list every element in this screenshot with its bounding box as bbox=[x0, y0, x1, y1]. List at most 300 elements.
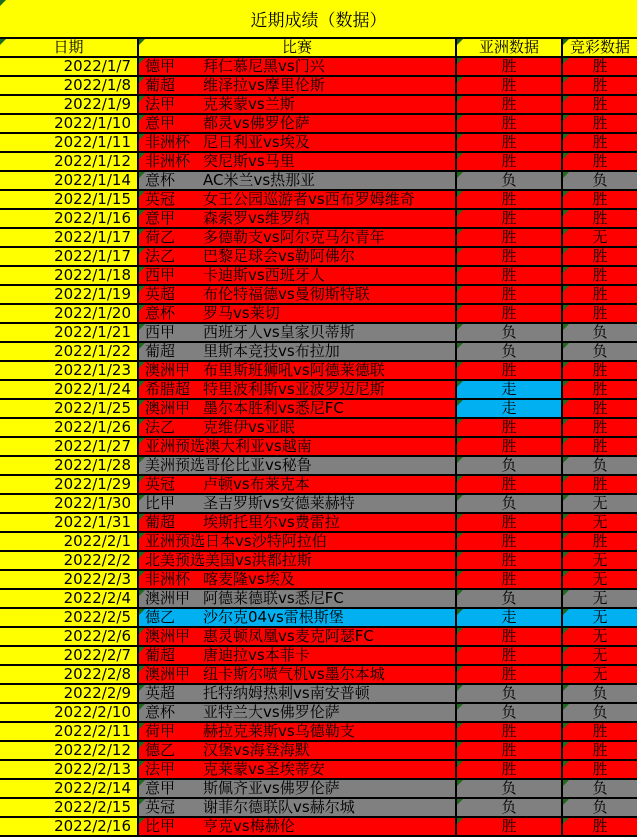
date-value: 2022/1/31 bbox=[54, 514, 131, 531]
asian-data-cell[interactable] bbox=[457, 248, 563, 267]
match-cell[interactable] bbox=[139, 134, 457, 153]
asian-data-cell[interactable] bbox=[457, 552, 563, 571]
jingcai-data-cell[interactable] bbox=[563, 210, 637, 229]
asian-data-cell[interactable] bbox=[457, 799, 563, 818]
cell-corner-triangle-icon bbox=[139, 115, 145, 121]
jingcai-data-cell[interactable] bbox=[563, 58, 637, 77]
cell-corner-triangle-icon bbox=[0, 39, 6, 45]
asian-data-cell[interactable] bbox=[457, 723, 563, 742]
jingcai-result-value: 胜 bbox=[592, 381, 608, 398]
cell-corner-triangle-icon bbox=[0, 0, 6, 6]
match-teams-label: 维泽拉vs摩里伦斯 bbox=[203, 77, 325, 94]
date-cell[interactable] bbox=[0, 324, 139, 343]
table-row bbox=[0, 666, 637, 685]
cell-corner-triangle-icon bbox=[139, 495, 145, 501]
cell-corner-triangle-icon bbox=[457, 685, 463, 691]
asian-data-cell[interactable] bbox=[457, 96, 563, 115]
cell-corner-triangle-icon bbox=[139, 723, 145, 729]
match-cell[interactable] bbox=[139, 419, 457, 438]
header-jingcai-data[interactable] bbox=[563, 39, 637, 58]
date-cell[interactable] bbox=[0, 58, 139, 77]
match-cell[interactable] bbox=[139, 742, 457, 761]
asian-data-cell[interactable] bbox=[457, 438, 563, 457]
asian-result-value: 胜 bbox=[501, 58, 517, 75]
asian-data-cell[interactable] bbox=[457, 134, 563, 153]
date-value: 2022/1/18 bbox=[54, 267, 131, 284]
cell-corner-triangle-icon bbox=[457, 609, 463, 615]
cell-corner-triangle-icon bbox=[457, 780, 463, 786]
header-date[interactable] bbox=[0, 39, 139, 58]
cell-corner-triangle-icon bbox=[563, 248, 569, 254]
date-cell[interactable] bbox=[0, 400, 139, 419]
table-row bbox=[0, 571, 637, 590]
match-cell[interactable] bbox=[139, 780, 457, 799]
date-cell[interactable] bbox=[0, 571, 139, 590]
match-cell[interactable] bbox=[139, 533, 457, 552]
match-teams-label: 惠灵顿凤凰vs麦克阿瑟FC bbox=[203, 628, 374, 645]
match-cell[interactable] bbox=[139, 58, 457, 77]
match-cell[interactable] bbox=[139, 210, 457, 229]
league-label: 意杯 bbox=[145, 172, 176, 189]
cell-corner-triangle-icon bbox=[563, 647, 569, 653]
match-cell[interactable] bbox=[139, 704, 457, 723]
match-teams-label: AC米兰vs热那亚 bbox=[203, 172, 316, 189]
date-value: 2022/1/24 bbox=[54, 381, 131, 398]
jingcai-data-cell[interactable] bbox=[563, 742, 637, 761]
league-label: 意杯 bbox=[145, 704, 176, 721]
table-row bbox=[0, 742, 637, 761]
date-value: 2022/1/23 bbox=[54, 362, 131, 379]
cell-corner-triangle-icon bbox=[139, 647, 145, 653]
match-teams-label: 托特纳姆热刺vs南安普顿 bbox=[203, 685, 370, 702]
jingcai-data-cell[interactable] bbox=[563, 115, 637, 134]
date-cell[interactable] bbox=[0, 704, 139, 723]
jingcai-data-cell[interactable] bbox=[563, 571, 637, 590]
jingcai-data-cell[interactable] bbox=[563, 286, 637, 305]
match-cell[interactable] bbox=[139, 818, 457, 837]
date-value: 2022/1/19 bbox=[54, 286, 131, 303]
jingcai-result-value: 胜 bbox=[592, 362, 608, 379]
date-value: 2022/2/12 bbox=[54, 742, 131, 759]
asian-data-cell[interactable] bbox=[457, 495, 563, 514]
cell-corner-triangle-icon bbox=[563, 457, 569, 463]
asian-data-cell[interactable] bbox=[457, 267, 563, 286]
asian-data-cell[interactable] bbox=[457, 685, 563, 704]
jingcai-data-cell[interactable] bbox=[563, 229, 637, 248]
jingcai-data-cell[interactable] bbox=[563, 267, 637, 286]
asian-result-value: 胜 bbox=[501, 419, 517, 436]
match-cell[interactable] bbox=[139, 77, 457, 96]
table-body bbox=[0, 58, 637, 837]
asian-data-cell[interactable] bbox=[457, 647, 563, 666]
asian-data-cell[interactable] bbox=[457, 419, 563, 438]
league-label: 意杯 bbox=[145, 305, 176, 322]
match-teams-label: 唐迪拉vs本菲卡 bbox=[203, 647, 310, 664]
asian-data-cell[interactable] bbox=[457, 324, 563, 343]
jingcai-result-value: 胜 bbox=[592, 400, 608, 417]
jingcai-data-cell[interactable] bbox=[563, 457, 637, 476]
date-cell[interactable] bbox=[0, 248, 139, 267]
table-row bbox=[0, 457, 637, 476]
league-label: 法乙 bbox=[145, 419, 176, 436]
asian-data-cell[interactable] bbox=[457, 590, 563, 609]
date-cell[interactable] bbox=[0, 818, 139, 837]
jingcai-data-cell[interactable] bbox=[563, 248, 637, 267]
cell-corner-triangle-icon bbox=[563, 609, 569, 615]
jingcai-result-value: 无 bbox=[592, 229, 608, 246]
jingcai-result-value: 负 bbox=[592, 780, 608, 797]
cell-corner-triangle-icon bbox=[139, 362, 145, 368]
match-cell[interactable] bbox=[139, 799, 457, 818]
jingcai-result-value: 胜 bbox=[592, 476, 608, 493]
date-cell[interactable] bbox=[0, 666, 139, 685]
league-label: 德乙 bbox=[145, 609, 176, 626]
match-cell[interactable] bbox=[139, 153, 457, 172]
match-cell[interactable] bbox=[139, 191, 457, 210]
asian-data-cell[interactable] bbox=[457, 305, 563, 324]
date-cell[interactable] bbox=[0, 96, 139, 115]
jingcai-data-cell[interactable] bbox=[563, 77, 637, 96]
date-value: 2022/2/6 bbox=[63, 628, 131, 645]
date-cell[interactable] bbox=[0, 267, 139, 286]
table-row bbox=[0, 248, 637, 267]
jingcai-result-value: 胜 bbox=[592, 191, 608, 208]
league-label: 比甲 bbox=[145, 495, 176, 512]
asian-data-cell[interactable] bbox=[457, 77, 563, 96]
date-cell[interactable] bbox=[0, 761, 139, 780]
table-row bbox=[0, 590, 637, 609]
date-cell[interactable] bbox=[0, 438, 139, 457]
table-row bbox=[0, 609, 637, 628]
jingcai-data-cell[interactable] bbox=[563, 153, 637, 172]
date-value: 2022/1/16 bbox=[54, 210, 131, 227]
asian-data-cell[interactable] bbox=[457, 742, 563, 761]
match-cell[interactable] bbox=[139, 381, 457, 400]
jingcai-data-cell[interactable] bbox=[563, 799, 637, 818]
jingcai-data-cell[interactable] bbox=[563, 476, 637, 495]
jingcai-result-value: 无 bbox=[592, 514, 608, 531]
date-cell[interactable] bbox=[0, 210, 139, 229]
cell-corner-triangle-icon bbox=[563, 704, 569, 710]
jingcai-data-cell[interactable] bbox=[563, 438, 637, 457]
jingcai-data-cell[interactable] bbox=[563, 96, 637, 115]
match-cell[interactable] bbox=[139, 438, 457, 457]
cell-corner-triangle-icon bbox=[563, 229, 569, 235]
jingcai-result-value: 胜 bbox=[592, 77, 608, 94]
match-cell[interactable] bbox=[139, 552, 457, 571]
jingcai-result-value: 无 bbox=[592, 552, 608, 569]
match-cell[interactable] bbox=[139, 647, 457, 666]
league-label: 澳洲甲 bbox=[145, 590, 191, 607]
match-cell[interactable] bbox=[139, 343, 457, 362]
cell-corner-triangle-icon bbox=[563, 476, 569, 482]
asian-data-cell[interactable] bbox=[457, 58, 563, 77]
jingcai-data-cell[interactable] bbox=[563, 324, 637, 343]
match-teams-label: 罗马vs莱切 bbox=[203, 305, 280, 322]
date-cell[interactable] bbox=[0, 552, 139, 571]
date-cell[interactable] bbox=[0, 514, 139, 533]
cell-corner-triangle-icon bbox=[563, 514, 569, 520]
asian-data-cell[interactable] bbox=[457, 457, 563, 476]
jingcai-data-cell[interactable] bbox=[563, 514, 637, 533]
asian-data-cell[interactable] bbox=[457, 609, 563, 628]
date-cell[interactable] bbox=[0, 172, 139, 191]
date-value: 2022/1/29 bbox=[54, 476, 131, 493]
match-teams-label: 巴黎足球会vs勒阿佛尔 bbox=[203, 248, 355, 265]
cell-corner-triangle-icon bbox=[563, 77, 569, 83]
jingcai-result-value: 胜 bbox=[592, 115, 608, 132]
match-cell[interactable] bbox=[139, 96, 457, 115]
date-cell[interactable] bbox=[0, 305, 139, 324]
date-value: 2022/1/17 bbox=[54, 229, 131, 246]
date-cell[interactable] bbox=[0, 685, 139, 704]
league-label: 非洲杯 bbox=[145, 571, 191, 588]
date-value: 2022/1/11 bbox=[54, 134, 131, 151]
match-teams-label: 卡迪斯vs西班牙人 bbox=[203, 267, 325, 284]
cell-corner-triangle-icon bbox=[457, 172, 463, 178]
cell-corner-triangle-icon bbox=[457, 381, 463, 387]
league-label: 法甲 bbox=[145, 761, 176, 778]
match-cell[interactable] bbox=[139, 457, 457, 476]
match-cell[interactable] bbox=[139, 761, 457, 780]
date-cell[interactable] bbox=[0, 533, 139, 552]
date-cell[interactable] bbox=[0, 742, 139, 761]
match-cell[interactable] bbox=[139, 286, 457, 305]
date-cell[interactable] bbox=[0, 799, 139, 818]
date-cell[interactable] bbox=[0, 77, 139, 96]
asian-data-cell[interactable] bbox=[457, 761, 563, 780]
cell-corner-triangle-icon bbox=[139, 761, 145, 767]
date-cell[interactable] bbox=[0, 229, 139, 248]
match-cell[interactable] bbox=[139, 590, 457, 609]
asian-data-cell[interactable] bbox=[457, 343, 563, 362]
match-cell[interactable] bbox=[139, 305, 457, 324]
asian-data-cell[interactable] bbox=[457, 286, 563, 305]
asian-result-value: 胜 bbox=[501, 96, 517, 113]
jingcai-data-cell[interactable] bbox=[563, 381, 637, 400]
asian-data-cell[interactable] bbox=[457, 628, 563, 647]
asian-result-value: 负 bbox=[501, 685, 517, 702]
date-cell[interactable] bbox=[0, 134, 139, 153]
jingcai-data-cell[interactable] bbox=[563, 305, 637, 324]
cell-corner-triangle-icon bbox=[457, 761, 463, 767]
cell-corner-triangle-icon bbox=[139, 609, 145, 615]
table-row bbox=[0, 647, 637, 666]
cell-corner-triangle-icon bbox=[139, 134, 145, 140]
jingcai-data-cell[interactable] bbox=[563, 647, 637, 666]
asian-result-value: 胜 bbox=[501, 229, 517, 246]
date-value: 2022/2/9 bbox=[63, 685, 131, 702]
match-teams-label: 美国vs洪都拉斯 bbox=[205, 552, 312, 569]
match-cell[interactable] bbox=[139, 229, 457, 248]
asian-data-cell[interactable] bbox=[457, 153, 563, 172]
date-cell[interactable] bbox=[0, 286, 139, 305]
date-cell[interactable] bbox=[0, 647, 139, 666]
match-teams-label: 日本vs沙特阿拉伯 bbox=[205, 533, 327, 550]
cell-corner-triangle-icon bbox=[139, 799, 145, 805]
cell-corner-triangle-icon bbox=[139, 742, 145, 748]
cell-corner-triangle-icon bbox=[563, 305, 569, 311]
match-cell[interactable] bbox=[139, 514, 457, 533]
jingcai-data-cell[interactable] bbox=[563, 590, 637, 609]
cell-corner-triangle-icon bbox=[139, 324, 145, 330]
jingcai-data-cell[interactable] bbox=[563, 704, 637, 723]
cell-corner-triangle-icon bbox=[563, 799, 569, 805]
match-cell[interactable] bbox=[139, 362, 457, 381]
asian-result-value: 胜 bbox=[501, 438, 517, 455]
league-label: 荷乙 bbox=[145, 229, 176, 246]
cell-corner-triangle-icon bbox=[457, 229, 463, 235]
asian-result-value: 走 bbox=[501, 400, 517, 417]
asian-data-cell[interactable] bbox=[457, 818, 563, 837]
league-label: 德乙 bbox=[145, 742, 176, 759]
league-label: 法乙 bbox=[145, 248, 176, 265]
asian-data-cell[interactable] bbox=[457, 666, 563, 685]
league-label: 英冠 bbox=[145, 799, 176, 816]
jingcai-data-cell[interactable] bbox=[563, 343, 637, 362]
header-match[interactable] bbox=[139, 39, 457, 58]
league-label: 英超 bbox=[145, 685, 176, 702]
date-cell[interactable] bbox=[0, 609, 139, 628]
date-cell[interactable] bbox=[0, 628, 139, 647]
asian-data-cell[interactable] bbox=[457, 514, 563, 533]
jingcai-data-cell[interactable] bbox=[563, 419, 637, 438]
jingcai-data-cell[interactable] bbox=[563, 400, 637, 419]
table-title-cell[interactable] bbox=[0, 0, 637, 39]
date-cell[interactable] bbox=[0, 362, 139, 381]
jingcai-data-cell[interactable] bbox=[563, 628, 637, 647]
jingcai-result-value: 负 bbox=[592, 799, 608, 816]
cell-corner-triangle-icon bbox=[139, 267, 145, 273]
asian-result-value: 胜 bbox=[501, 248, 517, 265]
cell-corner-triangle-icon bbox=[563, 210, 569, 216]
date-cell[interactable] bbox=[0, 343, 139, 362]
jingcai-data-cell[interactable] bbox=[563, 761, 637, 780]
cell-corner-triangle-icon bbox=[563, 267, 569, 273]
asian-result-value: 胜 bbox=[501, 818, 517, 835]
jingcai-data-cell[interactable] bbox=[563, 172, 637, 191]
match-cell[interactable] bbox=[139, 324, 457, 343]
jingcai-data-cell[interactable] bbox=[563, 134, 637, 153]
header-asian-data[interactable] bbox=[457, 39, 563, 58]
date-value: 2022/1/10 bbox=[54, 115, 131, 132]
asian-data-cell[interactable] bbox=[457, 704, 563, 723]
cell-corner-triangle-icon bbox=[457, 248, 463, 254]
match-cell[interactable] bbox=[139, 628, 457, 647]
jingcai-data-cell[interactable] bbox=[563, 685, 637, 704]
jingcai-data-cell[interactable] bbox=[563, 723, 637, 742]
asian-data-cell[interactable] bbox=[457, 476, 563, 495]
asian-data-cell[interactable] bbox=[457, 172, 563, 191]
league-label: 澳洲甲 bbox=[145, 400, 191, 417]
date-cell[interactable] bbox=[0, 381, 139, 400]
jingcai-data-cell[interactable] bbox=[563, 780, 637, 799]
cell-corner-triangle-icon bbox=[563, 685, 569, 691]
jingcai-data-cell[interactable] bbox=[563, 609, 637, 628]
date-value: 2022/2/8 bbox=[63, 666, 131, 683]
jingcai-data-cell[interactable] bbox=[563, 362, 637, 381]
cell-corner-triangle-icon bbox=[457, 153, 463, 159]
jingcai-result-value: 胜 bbox=[592, 438, 608, 455]
match-cell[interactable] bbox=[139, 495, 457, 514]
date-cell[interactable] bbox=[0, 115, 139, 134]
date-cell[interactable] bbox=[0, 780, 139, 799]
asian-data-cell[interactable] bbox=[457, 381, 563, 400]
cell-corner-triangle-icon bbox=[457, 419, 463, 425]
date-value: 2022/2/10 bbox=[54, 704, 131, 721]
date-cell[interactable] bbox=[0, 153, 139, 172]
table-row bbox=[0, 191, 637, 210]
asian-data-cell[interactable] bbox=[457, 115, 563, 134]
cell-corner-triangle-icon bbox=[457, 39, 463, 45]
match-cell[interactable] bbox=[139, 609, 457, 628]
jingcai-data-cell[interactable] bbox=[563, 552, 637, 571]
date-cell[interactable] bbox=[0, 191, 139, 210]
asian-data-cell[interactable] bbox=[457, 229, 563, 248]
asian-data-cell[interactable] bbox=[457, 571, 563, 590]
cell-corner-triangle-icon bbox=[139, 381, 145, 387]
league-label: 法甲 bbox=[145, 96, 176, 113]
jingcai-result-value: 无 bbox=[592, 628, 608, 645]
match-cell[interactable] bbox=[139, 476, 457, 495]
asian-result-value: 负 bbox=[501, 780, 517, 797]
asian-data-cell[interactable] bbox=[457, 362, 563, 381]
match-cell[interactable] bbox=[139, 172, 457, 191]
date-cell[interactable] bbox=[0, 457, 139, 476]
asian-data-cell[interactable] bbox=[457, 210, 563, 229]
asian-result-value: 负 bbox=[501, 590, 517, 607]
cell-corner-triangle-icon bbox=[457, 305, 463, 311]
jingcai-data-cell[interactable] bbox=[563, 191, 637, 210]
match-cell[interactable] bbox=[139, 723, 457, 742]
jingcai-result-value: 胜 bbox=[592, 58, 608, 75]
jingcai-data-cell[interactable] bbox=[563, 495, 637, 514]
date-value: 2022/1/12 bbox=[54, 153, 131, 170]
match-cell[interactable] bbox=[139, 267, 457, 286]
cell-corner-triangle-icon bbox=[563, 723, 569, 729]
asian-data-cell[interactable] bbox=[457, 533, 563, 552]
cell-corner-triangle-icon bbox=[563, 115, 569, 121]
league-label: 澳洲甲 bbox=[145, 628, 191, 645]
match-teams-label: 亚特兰大vs佛罗伦萨 bbox=[203, 704, 340, 721]
asian-data-cell[interactable] bbox=[457, 400, 563, 419]
asian-data-cell[interactable] bbox=[457, 191, 563, 210]
cell-corner-triangle-icon bbox=[563, 438, 569, 444]
jingcai-result-value: 负 bbox=[592, 324, 608, 341]
match-cell[interactable] bbox=[139, 571, 457, 590]
date-cell[interactable] bbox=[0, 723, 139, 742]
date-cell[interactable] bbox=[0, 495, 139, 514]
cell-corner-triangle-icon bbox=[457, 286, 463, 292]
match-cell[interactable] bbox=[139, 115, 457, 134]
match-cell[interactable] bbox=[139, 666, 457, 685]
date-cell[interactable] bbox=[0, 476, 139, 495]
jingcai-data-cell[interactable] bbox=[563, 533, 637, 552]
asian-data-cell[interactable] bbox=[457, 780, 563, 799]
date-cell[interactable] bbox=[0, 419, 139, 438]
date-cell[interactable] bbox=[0, 590, 139, 609]
match-cell[interactable] bbox=[139, 248, 457, 267]
match-cell[interactable] bbox=[139, 400, 457, 419]
league-label: 希腊超 bbox=[145, 381, 191, 398]
jingcai-data-cell[interactable] bbox=[563, 666, 637, 685]
asian-result-value: 走 bbox=[501, 609, 517, 626]
jingcai-data-cell[interactable] bbox=[563, 818, 637, 837]
table-row bbox=[0, 438, 637, 457]
match-cell[interactable] bbox=[139, 685, 457, 704]
jingcai-result-value: 胜 bbox=[592, 286, 608, 303]
cell-corner-triangle-icon bbox=[457, 476, 463, 482]
